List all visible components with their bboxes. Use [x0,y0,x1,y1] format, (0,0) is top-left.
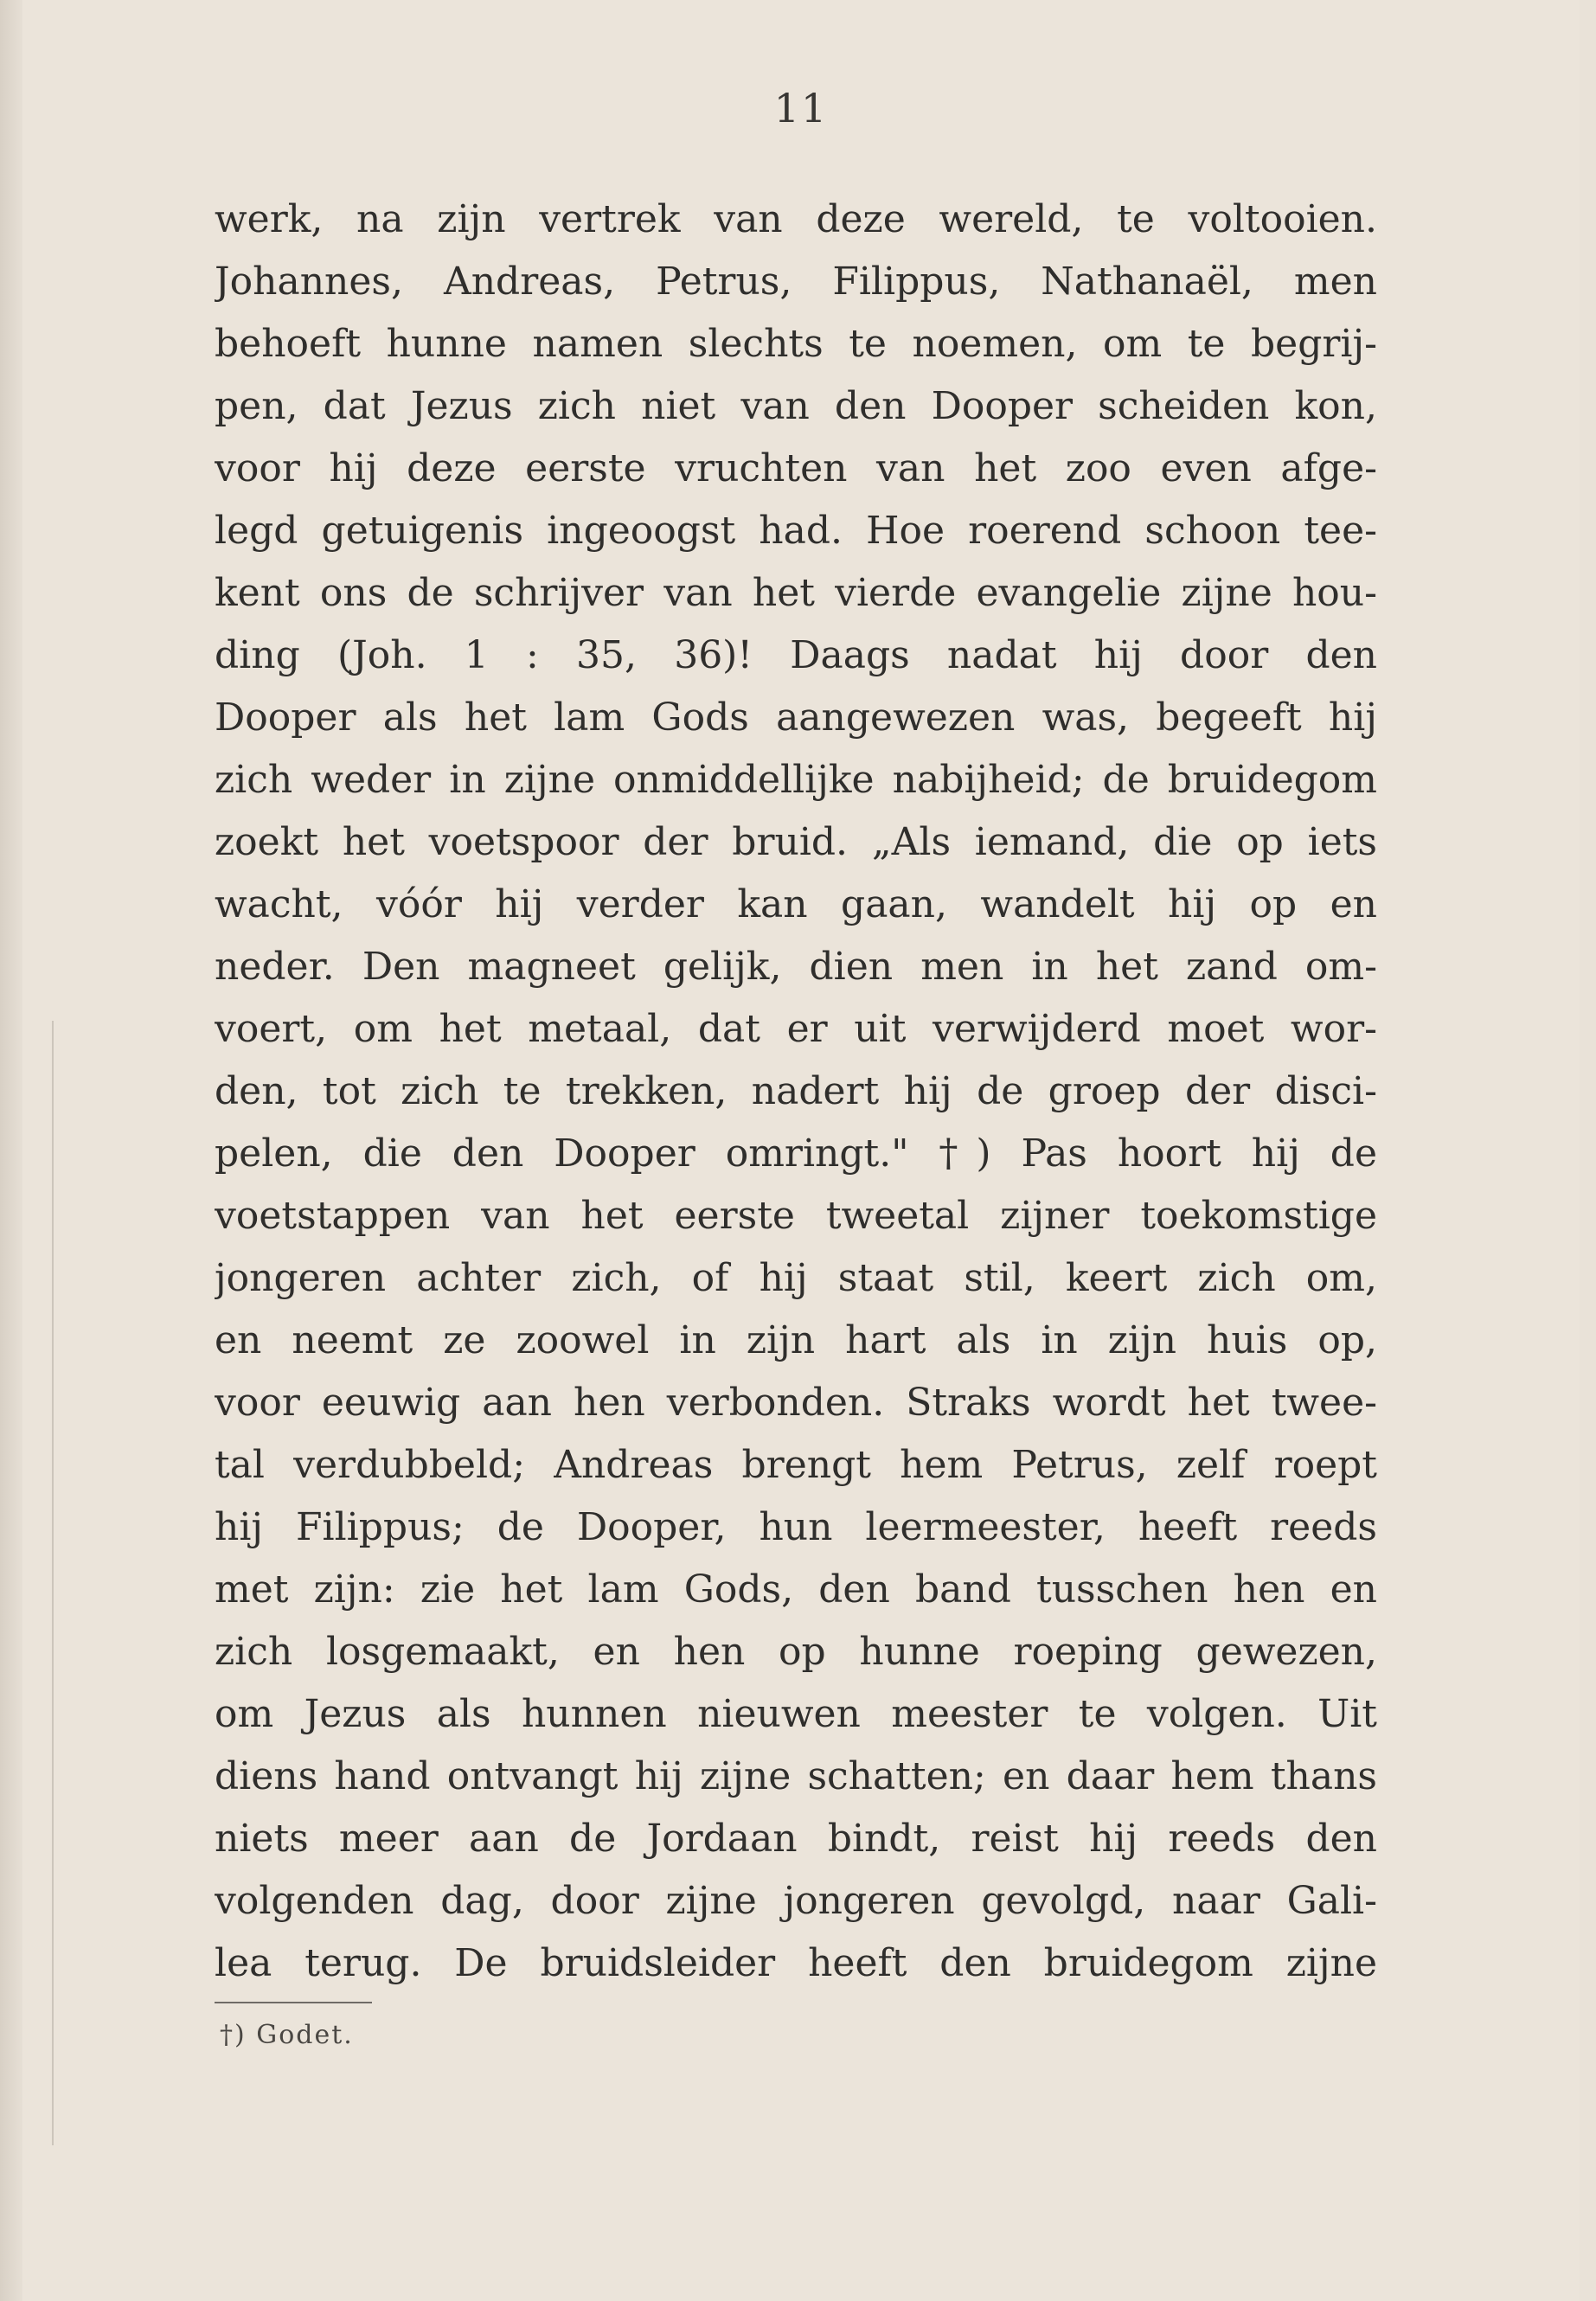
body-text [215,189,1377,1995]
text-line: Dooper als het lam Gods aangewezen was, begeeft hij [215,695,1377,740]
text-line: behoeft hunne namen slechts te noemen, om te begrij- [215,322,1377,366]
text-line: Johannes, Andreas, Petrus, Filippus, Nathanaël, men [215,260,1377,304]
page-number: 11 [773,85,829,131]
text-line: tal verdubbeld; Andreas brengt hem Petrus, zelf roept [215,1443,1377,1487]
text-line: den, tot zich te trekken, nadert hij de groep der disci- [215,1069,1377,1113]
footnote-rule [215,2002,372,2003]
text-line: wacht, vóór hij verder kan gaan, wandelt hij op en [215,882,1377,926]
text-line: pen, dat Jezus zich niet van den Dooper scheiden kon, [215,384,1377,428]
text-line: jongeren achter zich, of hij staat stil, keert zich om, [215,1256,1377,1300]
footnote: †) Godet. [220,2020,354,2050]
text-line: voor eeuwig aan hen verbonden. Straks wordt het twee- [215,1381,1377,1425]
text-line: en neemt ze zoowel in zijn hart als in zijn huis op, [215,1318,1377,1362]
text-line: zich weder in zijne onmiddellijke nabijheid; de bruidegom [215,758,1377,802]
text-line: voetstappen van het eerste tweetal zijner toekomstige [215,1194,1377,1238]
text-line: voor hij deze eerste vruchten van het zoo even afge- [215,446,1377,490]
text-line: zoekt het voetspoor der bruid. „Als iemand, die op iets [215,820,1377,864]
text-line: volgenden dag, door zijne jongeren gevolgd, naar Gali- [215,1879,1377,1923]
text-line: pelen, die den Dooper omringt." †) Pas hoort hij de [215,1131,1377,1176]
text-line: ding (Joh. 1 : 35, 36)! Daags nadat hij door den [215,633,1377,677]
text-line: kent ons de schrijver van het vierde evangelie zijne hou- [215,571,1377,615]
text-line: lea terug. De bruidsleider heeft den bruidegom zijne [215,1941,1377,1985]
text-line: werk, na zijn vertrek van deze wereld, te voltooien. [215,197,1377,241]
text-line: niets meer aan de Jordaan bindt, reist hij reeds den [215,1817,1377,1861]
book-page [22,0,1580,2301]
text-line: hij Filippus; de Dooper, hun leermeester, heeft reeds [215,1505,1377,1549]
text-line: voert, om het metaal, dat er uit verwijderd moet wor- [215,1007,1377,1051]
text-line: met zijn: zie het lam Gods, den band tusschen hen en [215,1567,1377,1612]
text-line: neder. Den magneet gelijk, dien men in het zand om- [215,945,1377,989]
text-line: om Jezus als hunnen nieuwen meester te volgen. Uit [215,1692,1377,1736]
gutter-shadow [52,1021,54,2145]
page-edge [0,0,22,2301]
text-line: diens hand ontvangt hij zijne schatten; en daar hem thans [215,1754,1377,1798]
text-line: legd getuigenis ingeoogst had. Hoe roerend schoon tee- [215,509,1377,553]
text-line: zich losgemaakt, en hen op hunne roeping gewezen, [215,1630,1377,1674]
